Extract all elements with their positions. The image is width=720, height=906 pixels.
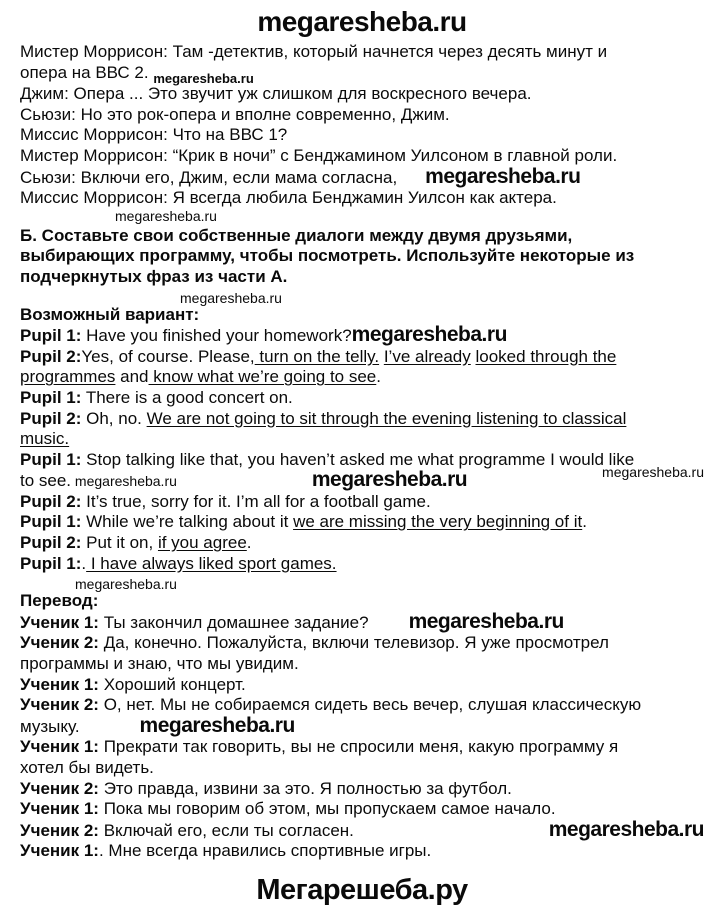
text-segment: Ученик 2:: [20, 820, 99, 840]
watermark: megaresheba.ru: [548, 817, 704, 841]
text-segment: .: [582, 512, 587, 532]
dialog-ru-line: [20, 675, 704, 696]
text-segment: .: [81, 553, 87, 573]
text-segment: Pupil 1:: [20, 449, 82, 469]
text-segment: Включай его, если ты согласен.: [98, 820, 354, 840]
text-segment: and: [115, 367, 149, 387]
text-segment: we are missing the very beginning of it: [293, 512, 583, 532]
dialog-ru-line: [20, 654, 704, 675]
text-segment: to see.: [20, 471, 72, 491]
text-segment: Ученик 1:: [20, 674, 99, 694]
dialog-ru-line: [20, 633, 704, 654]
text-segment: музыку.: [20, 716, 80, 736]
text-segment: Возможный вариант:: [20, 304, 200, 324]
watermark: megaresheba.ru: [180, 289, 282, 306]
dialog-a-line: [20, 146, 704, 167]
watermark: megaresheba.ru: [115, 207, 217, 224]
dialog-en-line: [20, 512, 704, 533]
text-segment: Ученик 2:: [20, 633, 99, 653]
text-segment: Yes, of course. Please,: [81, 346, 255, 366]
task-b-line: [20, 226, 704, 247]
text-segment: Put it on,: [81, 533, 158, 553]
text-segment: Ученик 1:: [20, 737, 99, 757]
text-segment: Хороший концерт.: [98, 674, 246, 694]
text-segment: Да, конечно. Пожалуйста, включи телевизор. Я уже просмотрел: [98, 633, 609, 653]
dialog-a-line: [20, 188, 704, 209]
text-segment: looked through the: [475, 346, 617, 366]
dialog-a-line: [20, 42, 704, 63]
dialog-ru-line: [20, 737, 704, 758]
text-segment: know what we’re going to see: [148, 367, 377, 387]
dialog-en-line: [20, 554, 704, 575]
dialog-a-line: [20, 164, 704, 189]
text-segment: Это правда, извини за это. Я полностью за футбол.: [98, 778, 512, 798]
text-segment: Мистер Моррисон: “Крик в ночи” с Бенджамином Уилсоном в главной роли.: [20, 145, 618, 165]
text-segment: Ученик 2:: [20, 695, 99, 715]
text-segment: if you agree: [157, 533, 247, 553]
translation-heading: [20, 591, 704, 612]
text-segment: Pupil 1:: [20, 387, 82, 407]
dialog-ru-line: [20, 609, 704, 634]
text-segment: Stop talking like that, you haven’t asked me what programme I would like: [81, 449, 635, 469]
text-segment: We are not going to sit through the evening listening to classical: [146, 408, 627, 428]
footer-brand: Мегарешеба.ру: [256, 873, 468, 906]
watermark: megaresheba.ru: [71, 473, 177, 490]
text-segment: . Мне всегда нравились спортивные игры.: [98, 841, 432, 861]
text-segment: Oh, no.: [81, 408, 147, 428]
watermark: megaresheba.ru: [602, 464, 704, 481]
text-segment: There is a good concert on.: [81, 387, 293, 407]
watermark: megaresheba.ru: [153, 70, 254, 86]
dialog-en-line: [20, 367, 704, 388]
text-segment: Ученик 1:: [20, 612, 99, 632]
document-body: [20, 42, 704, 862]
text-segment: Сьюзи: Но это рок-опера и вполне современно, Джим.: [20, 104, 450, 124]
dialog-ru-line: [20, 713, 704, 738]
variant-heading: [20, 305, 704, 326]
text-segment: Миссис Моррисон: Что на ВВС 1?: [20, 125, 288, 145]
text-segment: Пока мы говорим об этом, мы пропускаем самое начало.: [98, 799, 556, 819]
text-segment: While we’re talking about it: [81, 512, 294, 532]
dialog-a-line: [20, 105, 704, 126]
text-segment: Have you finished your homework?: [81, 326, 352, 346]
dialog-ru-line: [20, 695, 704, 716]
text-segment: подчеркнутых фраз из части А.: [20, 266, 288, 286]
text-segment: Мистер Моррисон: Там -детектив, который начнется через десять минут и: [20, 42, 608, 61]
text-segment: Б. Составьте свои собственные диалоги между двумя друзьями,: [20, 225, 573, 245]
task-b-line: [20, 246, 704, 267]
text-segment: I have always liked sport games.: [86, 553, 337, 573]
site-title-watermark: megaresheba.ru: [257, 6, 467, 37]
dialog-en-line: [20, 325, 704, 347]
task-b-line: [20, 267, 704, 288]
text-segment: Pupil 2:: [20, 346, 82, 366]
watermark: megaresheba.ru: [139, 713, 295, 737]
text-segment: turn on the telly.: [254, 346, 380, 366]
watermark-row: [20, 209, 704, 223]
text-segment: It’s true, sorry for it. I’m all for a football game.: [81, 491, 431, 511]
watermark-row: [20, 577, 704, 591]
watermark: megaresheba.ru: [351, 323, 507, 347]
text-segment: Pupil 2:: [20, 533, 82, 553]
text-segment: программы и знаю, что мы увидим.: [20, 654, 299, 674]
text-segment: programmes: [20, 367, 116, 387]
dialog-en-line: [20, 492, 704, 513]
dialog-ru-line: [20, 758, 704, 779]
dialog-en-line: [20, 409, 704, 430]
text-segment: выбирающих программу, чтобы посмотреть. Используйте некоторые из: [20, 246, 635, 266]
text-segment: music.: [20, 429, 70, 449]
text-segment: Ты закончил домашнее задание?: [98, 612, 369, 632]
text-segment: Pupil 1:: [20, 553, 82, 573]
dialog-en-line: [20, 464, 704, 492]
text-segment: .: [376, 367, 381, 387]
dialog-en-line: [20, 533, 704, 554]
dialog-en-line: [20, 347, 704, 368]
dialog-a-line: [20, 84, 704, 105]
dialog-ru-line: [20, 799, 704, 820]
dialog-ru-line: [20, 817, 704, 842]
text-segment: Прекрати так говорить, вы не спросили меня, какую программу я: [98, 737, 619, 757]
watermark: megaresheba.ru: [75, 576, 177, 593]
text-segment: Миссис Моррисон: Я всегда любила Бенджамин Уилсон как актера.: [20, 188, 557, 208]
text-segment: Сьюзи: Включи его, Джим, если мама согласна,: [20, 167, 398, 187]
text-segment: Ученик 1:: [20, 841, 99, 861]
text-segment: Pupil 1:: [20, 326, 82, 346]
text-segment: опера на ВВС 2.: [20, 62, 154, 82]
text-segment: Перевод:: [20, 591, 99, 611]
watermark: megaresheba.ru: [311, 468, 468, 492]
dialog-en-line: [20, 388, 704, 409]
text-segment: Pupil 2:: [20, 408, 82, 428]
dialog-a-line: [20, 125, 704, 146]
text-segment: I’ve already: [383, 346, 471, 366]
dialog-ru-line: [20, 779, 704, 800]
text-segment: хотел бы видеть.: [20, 758, 154, 777]
text-segment: О, нет. Мы не собираемся сидеть весь вечер, слушая классическую: [98, 695, 642, 715]
dialog-ru-line: [20, 841, 704, 862]
text-segment: Ученик 2:: [20, 778, 99, 798]
watermark: megaresheba.ru: [408, 609, 564, 633]
text-segment: Ученик 1:: [20, 799, 99, 819]
dialog-a-line: [20, 63, 704, 85]
watermark-row: [20, 291, 704, 305]
text-segment: Джим: Опера ... Это звучит уж слишком для воскресного вечера.: [20, 84, 532, 104]
watermark: megaresheba.ru: [425, 164, 581, 188]
dialog-en-line: [20, 429, 704, 450]
text-segment: Pupil 1:: [20, 512, 82, 532]
text-segment: Pupil 2:: [20, 491, 82, 511]
text-segment: .: [246, 533, 252, 553]
